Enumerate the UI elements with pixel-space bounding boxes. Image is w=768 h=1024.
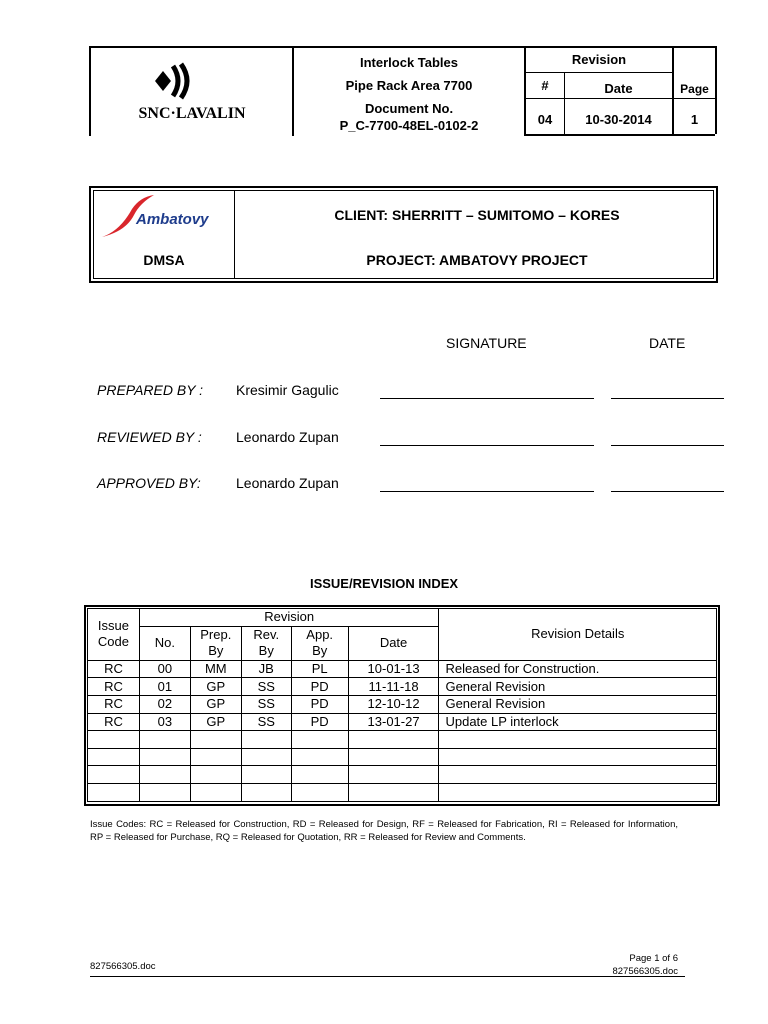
details-cell: General Revision <box>439 695 717 713</box>
doc-title: Interlock Tables <box>359 55 458 70</box>
prepared-date-line[interactable] <box>611 398 724 399</box>
reviewed-by-label: REVIEWED BY : <box>97 429 202 445</box>
footer-filename-left: 827566305.doc <box>90 961 156 972</box>
prepared-signature-line[interactable] <box>380 398 594 399</box>
revision-group-header: Revision <box>139 609 439 627</box>
client-name: CLIENT: SHERRITT – SUMITOMO – KORES <box>334 207 620 223</box>
app-header: App. <box>291 626 348 643</box>
empty-table-row <box>88 766 717 784</box>
footer-page-number: Page 1 of 6 <box>629 953 678 964</box>
date-cell: 11-11-18 <box>348 678 439 696</box>
doc-number-label: Document No. <box>364 101 454 116</box>
table-row <box>88 713 717 731</box>
table-row <box>88 660 717 678</box>
reviewed-signature-line[interactable] <box>380 445 594 446</box>
empty-table-row <box>88 783 717 801</box>
date-cell: 10-01-13 <box>348 660 439 678</box>
date-cell: 12-10-12 <box>348 695 439 713</box>
code-header-text: Code <box>97 634 129 650</box>
app-cell: PD <box>291 695 348 713</box>
project-name: PROJECT: AMBATOVY PROJECT <box>366 252 588 268</box>
app-cell: PL <box>291 660 348 678</box>
prep-cell: GP <box>190 678 241 696</box>
issue-code-header <box>88 609 140 661</box>
revision-number: 04 <box>537 112 553 127</box>
footer-filename-right: 827566305.doc <box>612 966 678 977</box>
empty-table-row <box>88 748 717 766</box>
table-row <box>88 695 717 713</box>
prep-by-header: By <box>190 643 241 660</box>
table-header-row <box>88 609 717 627</box>
empty-table-row <box>88 731 717 749</box>
app-cell: PD <box>291 678 348 696</box>
approved-by-label: APPROVED BY: <box>97 475 201 491</box>
no-cell: 01 <box>139 678 190 696</box>
document-header <box>89 46 717 134</box>
details-cell: General Revision <box>439 678 717 696</box>
snc-lavalin-logo <box>91 48 293 136</box>
reviewed-date-line[interactable] <box>611 445 724 446</box>
issue-code-cell: RC <box>88 695 140 713</box>
issue-code-cell: RC <box>88 678 140 696</box>
revision-number-label: # <box>541 78 549 93</box>
prepared-by-label: PREPARED BY : <box>97 382 204 398</box>
issue-code-cell: RC <box>88 660 140 678</box>
table-row <box>88 678 717 696</box>
date-cell: 13-01-27 <box>348 713 439 731</box>
org-name: DMSA <box>143 252 185 268</box>
prep-cell: GP <box>190 713 241 731</box>
approved-date-line[interactable] <box>611 491 724 492</box>
app-by-header: By <box>291 643 348 660</box>
details-cell: Update LP interlock <box>439 713 717 731</box>
rev-cell: SS <box>241 713 291 731</box>
revision-details-header: Revision Details <box>439 609 717 661</box>
no-cell: 02 <box>139 695 190 713</box>
rev-header: Rev. <box>241 626 291 643</box>
prep-cell: GP <box>190 695 241 713</box>
footer-divider <box>90 976 685 977</box>
no-cell: 00 <box>139 660 190 678</box>
revision-index-title: ISSUE/REVISION INDEX <box>309 576 459 591</box>
approved-signature-line[interactable] <box>380 491 594 492</box>
doc-area: Pipe Rack Area 7700 <box>345 78 473 93</box>
details-cell: Released for Construction. <box>439 660 717 678</box>
prep-cell: MM <box>190 660 241 678</box>
app-cell: PD <box>291 713 348 731</box>
issue-code-cell: RC <box>88 713 140 731</box>
revision-index-table <box>84 605 720 806</box>
rev-cell: SS <box>241 695 291 713</box>
page-number: 1 <box>690 112 699 127</box>
revision-block <box>526 48 715 136</box>
revision-date-label: Date <box>604 81 633 96</box>
reviewed-by-name: Leonardo Zupan <box>236 429 339 445</box>
company-name: SNC·LAVALIN <box>138 105 246 122</box>
issue-header-text: Issue <box>97 618 129 634</box>
rev-cell: JB <box>241 660 291 678</box>
revision-date: 10-30-2014 <box>585 112 652 127</box>
signature-column-header: SIGNATURE <box>446 335 527 351</box>
no-header: No. <box>139 626 190 660</box>
issue-codes-legend: Issue Codes: RC = Released for Construction, RD = Released for Design, RF = Released for Fabrication, RI = Released for Information, RP = Released for Purchase, RQ = Released for Quotation, RR = Released for Review and Comments. <box>90 819 678 843</box>
ambatovy-logo-text: Ambatovy <box>136 211 209 228</box>
page-label: Page <box>680 82 709 96</box>
revision-label: Revision <box>571 52 627 67</box>
no-cell: 03 <box>139 713 190 731</box>
client-block <box>89 186 718 283</box>
prep-header: Prep. <box>190 626 241 643</box>
date-header: Date <box>348 626 439 660</box>
document-title-block <box>294 48 524 136</box>
approved-by-name: Leonardo Zupan <box>236 475 339 491</box>
rev-cell: SS <box>241 678 291 696</box>
ambatovy-logo <box>98 193 230 239</box>
prepared-by-name: Kresimir Gagulic <box>236 382 339 398</box>
doc-number: P_C-7700-48EL-0102-2 <box>339 118 479 133</box>
date-column-header: DATE <box>649 335 686 351</box>
rev-by-header: By <box>241 643 291 660</box>
